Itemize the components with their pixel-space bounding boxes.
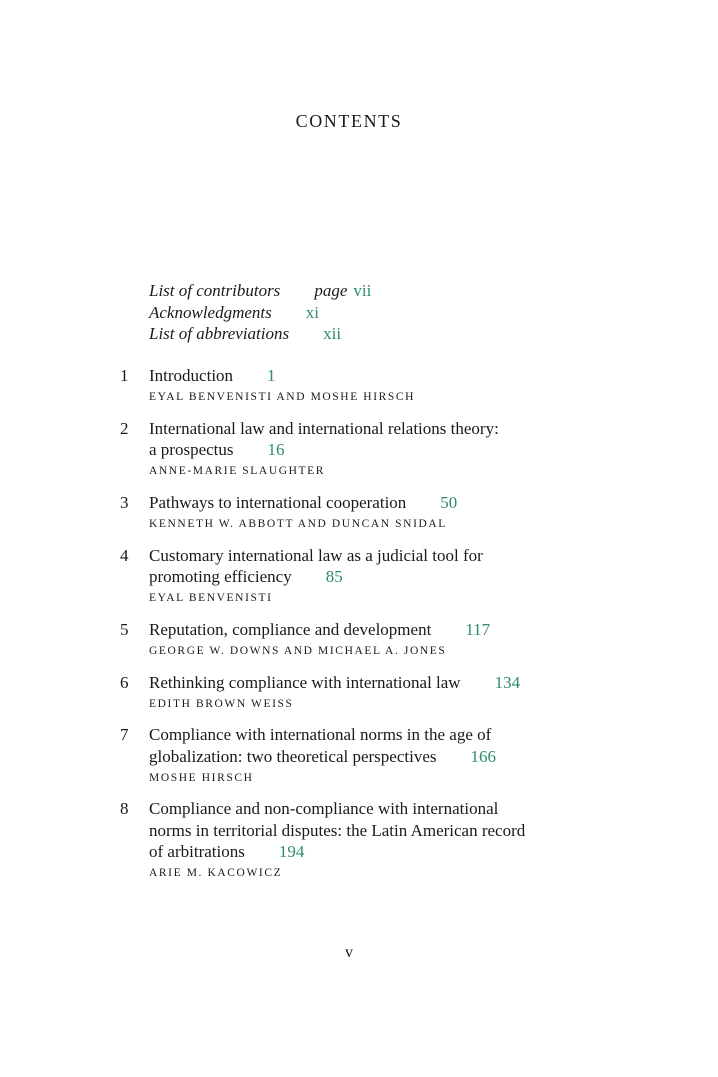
prelims-list <box>149 280 569 345</box>
chapter-author: MOSHE HIRSCH <box>149 771 254 784</box>
chapter-title-line: promoting efficiency <box>149 566 292 586</box>
chapter-title <box>149 365 580 386</box>
chapter-title-line: of arbitrations <box>149 842 245 862</box>
chapter-author: KENNETH W. ABBOTT AND DUNCAN SNIDAL <box>149 518 447 531</box>
chapter-number: 6 <box>120 672 129 692</box>
chapter-author: EYAL BENVENISTI <box>149 592 273 605</box>
chapter-title-line: Introduction <box>149 366 234 385</box>
chapter-page-number: 166 <box>470 746 496 766</box>
chapter-title-line: Rethinking compliance with international law <box>149 672 461 692</box>
chapter-title <box>149 798 580 862</box>
chapter-page-number: 85 <box>325 566 343 586</box>
chapter-title <box>149 619 580 640</box>
chapter-title-line: globalization: two theoretical perspectives <box>149 746 437 766</box>
chapter-number: 4 <box>120 545 129 565</box>
chapter-author: ANNE-MARIE SLAUGHTER <box>149 465 326 478</box>
chapter-entry-7[interactable] <box>120 724 580 788</box>
chapter-title-line: Pathways to international cooperation <box>149 492 407 512</box>
prelim-title: Acknowledgments <box>149 302 272 322</box>
chapter-entry-3[interactable] <box>120 492 580 534</box>
prelim-page-number: vii <box>353 281 372 300</box>
chapter-title-line: norms in territorial disputes: the Latin American record <box>149 820 526 840</box>
page-title: CONTENTS <box>295 111 403 131</box>
chapter-list <box>120 365 580 894</box>
chapter-page-number: 134 <box>494 672 521 692</box>
chapter-entry-5[interactable] <box>120 619 580 661</box>
prelim-page-number: xii <box>323 324 342 343</box>
chapter-title <box>149 724 580 767</box>
chapter-number: 2 <box>120 418 129 438</box>
chapter-title-line: International law and international relations theory: <box>149 418 499 438</box>
chapter-title <box>149 492 580 513</box>
prelim-title: List of contributors <box>149 281 281 300</box>
chapter-title <box>149 672 580 693</box>
chapter-page-number: 50 <box>440 492 458 512</box>
chapter-title <box>149 545 580 588</box>
chapter-title-line: Customary international law as a judicial tool for <box>149 545 483 565</box>
chapter-page-number: 16 <box>267 440 285 460</box>
chapter-title-line: Reputation, compliance and development <box>149 619 432 639</box>
chapter-number: 3 <box>120 492 129 512</box>
chapter-author: ARIE M. KACOWICZ <box>149 867 283 880</box>
chapter-entry-2[interactable] <box>120 418 580 482</box>
chapter-title-line: a prospectus <box>149 440 234 460</box>
prelim-page-number: xi <box>305 302 319 322</box>
chapter-page-number: 194 <box>278 842 305 862</box>
prelim-item-contributors[interactable] <box>149 280 569 302</box>
chapter-entry-6[interactable] <box>120 672 580 714</box>
prelim-item-acknowledgments[interactable] <box>149 302 569 324</box>
chapter-entry-1[interactable] <box>120 365 580 407</box>
chapter-entry-8[interactable] <box>120 798 580 883</box>
chapter-number: 1 <box>120 366 129 385</box>
chapter-title-line: Compliance and non-compliance with international <box>149 799 499 819</box>
chapter-author: EDITH BROWN WEISS <box>149 697 294 710</box>
chapter-title-line: Compliance with international norms in the age of <box>149 725 492 745</box>
chapter-number: 5 <box>120 619 129 639</box>
page-prefix: page <box>314 281 348 300</box>
chapter-number: 7 <box>120 725 129 745</box>
chapter-page-number: 1 <box>267 366 276 385</box>
chapter-author: GEORGE W. DOWNS AND MICHAEL A. JONES <box>149 645 447 658</box>
chapter-page-number: 117 <box>465 619 491 639</box>
chapter-author: EYAL BENVENISTI AND MOSHE HIRSCH <box>149 391 416 404</box>
prelim-item-abbreviations[interactable] <box>149 323 569 345</box>
page-folio: v <box>345 944 353 961</box>
chapter-number: 8 <box>120 799 129 819</box>
prelim-title: List of abbreviations <box>149 324 290 343</box>
chapter-entry-4[interactable] <box>120 545 580 609</box>
chapter-title <box>149 418 580 461</box>
